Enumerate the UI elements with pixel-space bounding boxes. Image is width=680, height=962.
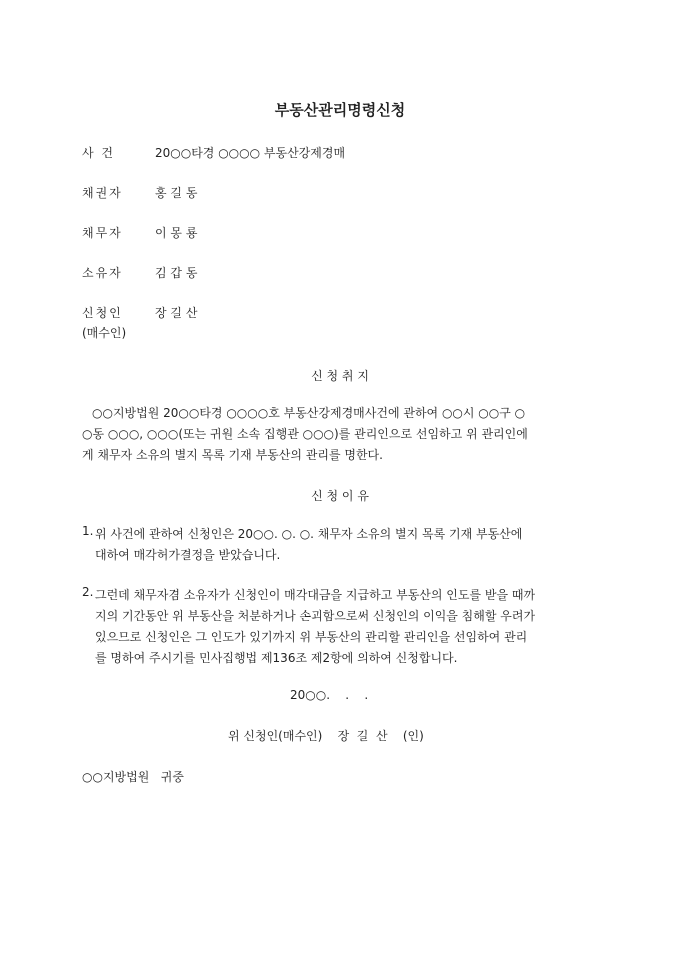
debtor-value: 이 몽 룡: [155, 226, 198, 240]
reason-item: [95, 524, 605, 566]
reason-line: 그런데 채무자겸 소유자가 신청인이 매각대금을 지급하고 부동산의 인도를 받을 때까: [95, 588, 536, 602]
purpose-paragraph: [82, 403, 602, 466]
owner-value: 김 갑 동: [155, 266, 198, 280]
reason-number: 2.: [82, 585, 94, 599]
court-addressee: ○○지방법원 귀중: [82, 770, 184, 784]
creditor-value: 홍 길 동: [155, 186, 198, 200]
reason-number: 1.: [82, 524, 94, 538]
debtor-label: 채무자: [82, 226, 123, 240]
reasons-heading: 신 청 이 유: [311, 489, 369, 503]
reason-line: 지의 기간동안 위 부동산을 처분하거나 손괴함으로써 신청인의 이익을 침해할 우려가: [95, 609, 536, 623]
application-date: 20○○. . .: [290, 688, 369, 702]
owner-label: 소유자: [82, 266, 123, 280]
reason-line: 대하여 매각허가결정을 받았습니다.: [95, 548, 281, 562]
reason-line: 를 명하여 주시기를 민사집행법 제136조 제2항에 의하여 신청합니다.: [95, 651, 458, 665]
purpose-line: ○동 ○○○, ○○○(또는 귀원 소속 집행관 ○○○)를 관리인으로 선임하고 위 관리인에: [82, 427, 528, 441]
case-value: 20○○타경 ○○○○ 부동산강제경매: [155, 146, 346, 160]
reason-line: 있으므로 신청인은 그 인도가 있기까지 위 부동산의 관리할 관리인을 선임하여 관리: [95, 630, 528, 644]
document-title: 부동산관리명령신청: [274, 101, 406, 119]
purpose-line: ○○지방법원 20○○타경 ○○○○호 부동산강제경매사건에 관하여 ○○시 ○○구 ○: [92, 406, 526, 420]
applicant-label: 신청인: [82, 306, 123, 320]
case-label: 사 건: [82, 146, 115, 160]
applicant-value: 장 길 산: [155, 306, 198, 320]
applicant-sub: (매수인): [82, 326, 127, 340]
reason-item: [95, 585, 605, 669]
purpose-line: 게 채무자 소유의 별지 목록 기재 부동산의 관리를 명한다.: [82, 448, 383, 462]
creditor-label: 채권자: [82, 186, 123, 200]
applicant-signature: 위 신청인(매수인) 장 길 산 (인): [228, 729, 424, 743]
reason-line: 위 사건에 관하여 신청인은 20○○. ○. ○. 채무자 소유의 별지 목록 기재 부동산에: [95, 527, 523, 541]
purpose-heading: 신 청 취 지: [311, 369, 369, 383]
